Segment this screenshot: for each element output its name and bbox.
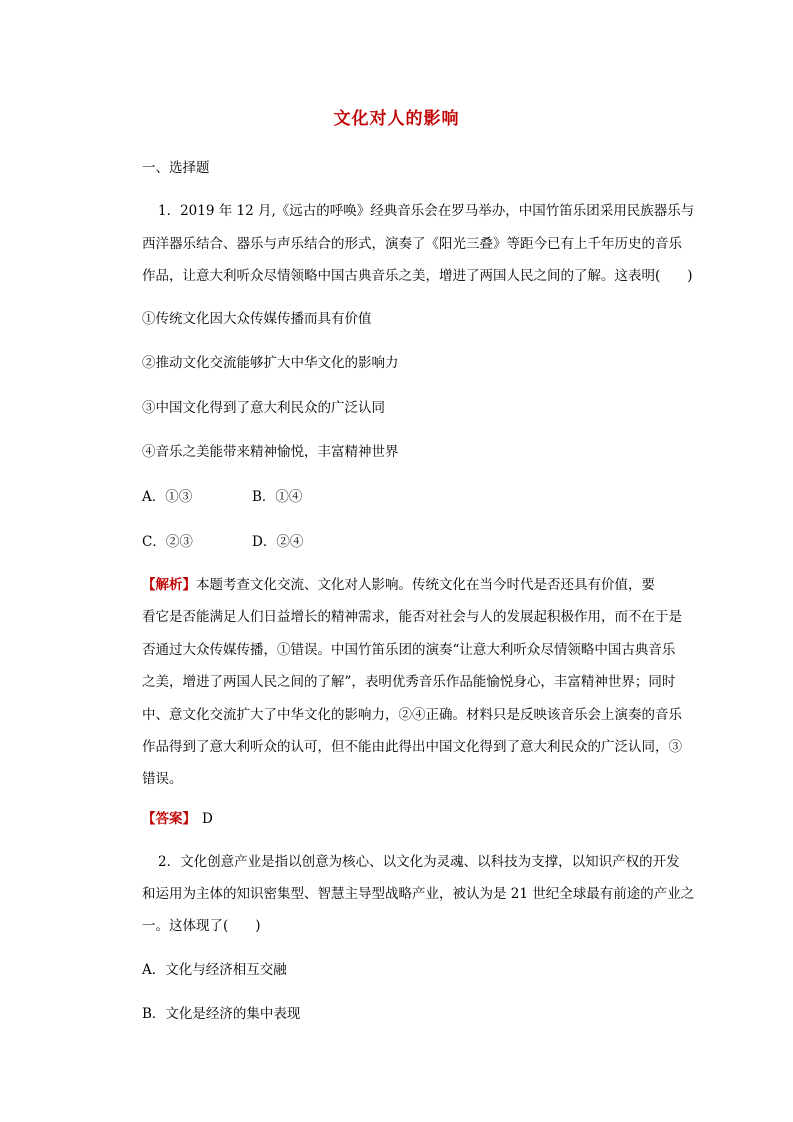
section-heading: 一、选择题 bbox=[142, 160, 210, 176]
q1-answer-line bbox=[142, 809, 213, 829]
page-title: 文化对人的影响 bbox=[333, 109, 460, 129]
q2-option-a: A．文化与经济相互交融 bbox=[142, 962, 287, 978]
q1-analysis-line-1 bbox=[142, 575, 655, 595]
q1-statement-4: ④音乐之美能带来精神愉悦，丰富精神世界 bbox=[142, 444, 399, 460]
q1-option-a: A．①③ bbox=[142, 489, 193, 505]
q1-stem-line-2: 西洋器乐结合、器乐与声乐结合的形式，演奏了《阳光三叠》等距今已有上千年历史的音乐 bbox=[142, 236, 682, 252]
q1-option-b: B．①④ bbox=[252, 489, 303, 505]
answer-value: D bbox=[202, 811, 213, 827]
q1-analysis-line-6: 作品得到了意大利听众的认可，但不能由此得出中国文化得到了意大利民众的广泛认同，③ bbox=[142, 739, 682, 755]
q1-statement-3: ③中国文化得到了意大利民众的广泛认同 bbox=[142, 400, 385, 416]
q1-stem-line-3: 作品，让意大利听众尽情领略中国古典音乐之美，增进了两国人民之间的了解。这表明( ) bbox=[142, 268, 693, 284]
q1-analysis-line-7: 错误。 bbox=[142, 771, 183, 787]
q1-option-c: C．②③ bbox=[142, 534, 193, 550]
q1-analysis-line-2: 看它是否能满足人们日益增长的精神需求，能否对社会与人的发展起积极作用，而不在于是 bbox=[142, 609, 682, 625]
q1-statement-2: ②推动文化交流能够扩大中华文化的影响力 bbox=[142, 355, 399, 371]
answer-tag: 【答案】 bbox=[142, 811, 196, 827]
analysis-tag: 【解析】 bbox=[142, 577, 196, 593]
analysis-text-1: 本题考查文化交流、文化对人影响。传统文化在当今时代是否还具有价值，要 bbox=[196, 577, 655, 593]
q1-analysis-line-4: 之美，增进了两国人民之间的了解”，表明优秀音乐作品能愉悦身心，丰富精神世界；同时 bbox=[142, 674, 676, 690]
q1-analysis-line-3: 否通过大众传媒传播，①错误。中国竹笛乐团的演奏“让意大利听众尽情领略中国古典音乐 bbox=[142, 642, 676, 658]
q1-statement-1: ①传统文化因大众传媒传播而具有价值 bbox=[142, 311, 372, 327]
q1-option-d: D．②④ bbox=[252, 534, 304, 550]
q2-stem-line-3: 一。这体现了( ) bbox=[142, 918, 261, 934]
q1-analysis-line-5: 中、意文化交流扩大了中华文化的影响力，②④正确。材料只是反映该音乐会上演奏的音乐 bbox=[142, 707, 682, 723]
q2-stem-line-2: 和运用为主体的知识密集型、智慧主导型战略产业，被认为是 21 世纪全球最有前途的产业之 bbox=[142, 886, 695, 902]
q2-stem-line-1: 2．文化创意产业是指以创意为核心、以文化为灵魂、以科技为支撑，以知识产权的开发 bbox=[158, 854, 680, 870]
q2-option-b: B．文化是经济的集中表现 bbox=[142, 1006, 301, 1022]
q1-stem-line-1: 1．2019 年 12 月,《远古的呼唤》经典音乐会在罗马举办，中国竹笛乐团采用民族器乐与 bbox=[158, 203, 695, 219]
